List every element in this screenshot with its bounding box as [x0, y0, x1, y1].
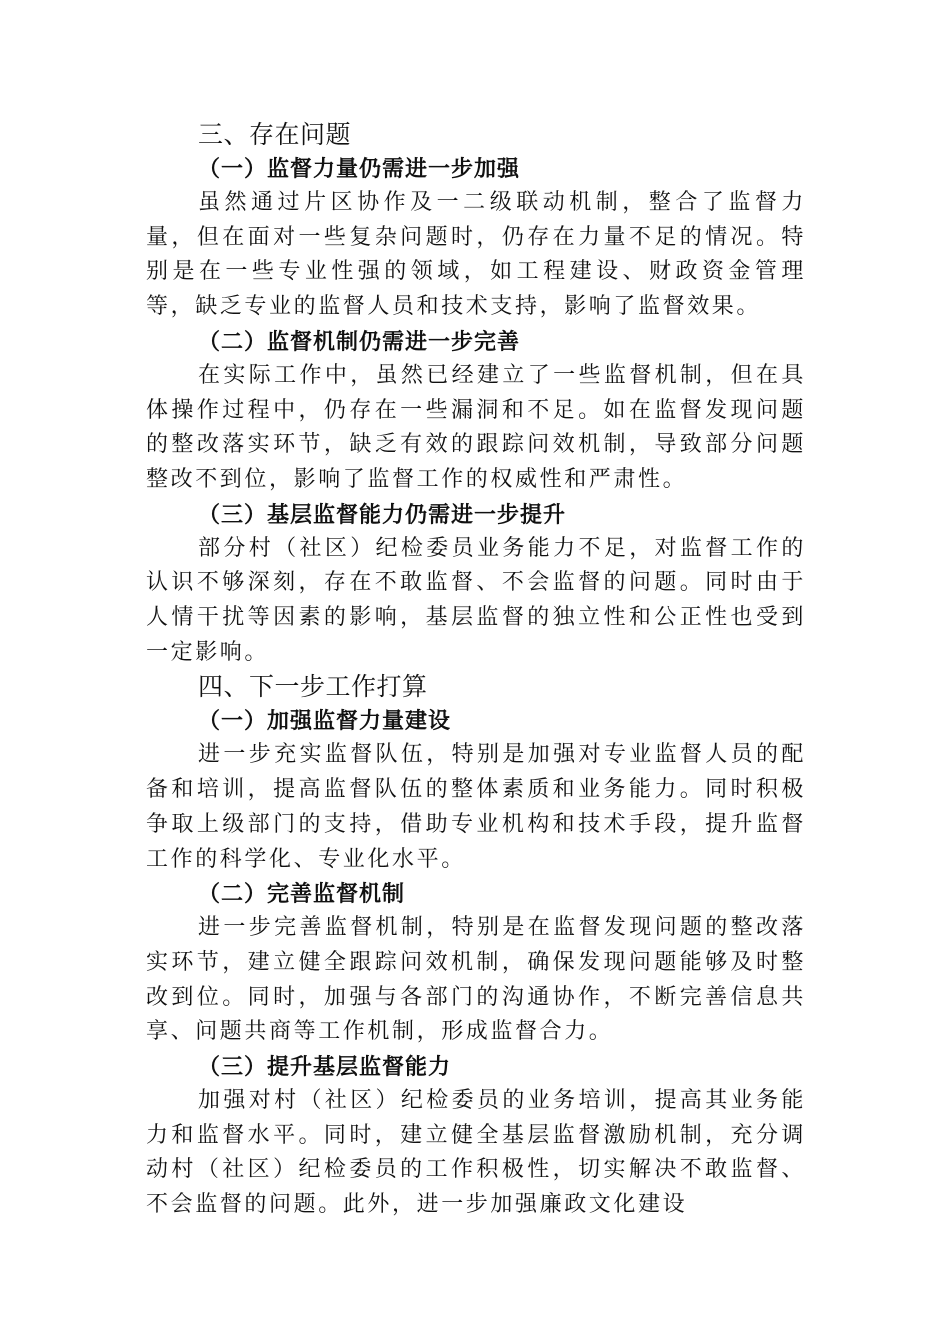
subsection-title: （二）监督机制仍需进一步完善 — [198, 328, 521, 355]
document-body — [146, 118, 806, 1223]
paragraph: 虽然通过片区协作及一二级联动机制，整合了监督力量，但在面对一些复杂问题时，仍存在力量不足的情况。特别是在一些专业性强的领域，如工程建设、财政资金管理等，缺乏专业的监督人员和技术支持，影响了监督效果。 — [146, 190, 806, 320]
paragraph: 加强对村（社区）纪检委员的业务培训，提高其业务能力和监督水平。同时，建立健全基层监督激励机制，充分调动村（社区）纪检委员的工作积极性，切实解决不敢监督、不会监督的问题。此外，进一步加强廉政文化建设 — [146, 1088, 806, 1218]
section-heading-problems: 三、存在问题 — [198, 120, 352, 149]
subsection-title: （一）监督力量仍需进一步加强 — [198, 156, 521, 182]
subsection-title: （二）完善监督机制 — [198, 881, 406, 908]
subsection-title: （三）提升基层监督能力 — [198, 1054, 452, 1081]
subsection-title: （三）基层监督能力仍需进一步提升 — [198, 501, 567, 528]
paragraph: 进一步充实监督队伍，特别是加强对专业监督人员的配备和培训，提高监督队伍的整体素质和业务能力。同时积极争取上级部门的支持，借助专业机构和技术手段，提升监督工作的科学化、专业化水平。 — [146, 742, 806, 872]
paragraph: 部分村（社区）纪检委员业务能力不足，对监督工作的认识不够深刻，存在不敢监督、不会监督的问题。同时由于人情干扰等因素的影响，基层监督的独立性和公正性也受到一定影响。 — [146, 535, 806, 665]
subsection-title: （一）加强监督力量建设 — [198, 708, 452, 735]
section-heading-next-steps: 四、下一步工作打算 — [198, 672, 428, 702]
paragraph: 进一步完善监督机制，特别是在监督发现问题的整改落实环节，建立健全跟踪问效机制，确保发现问题能够及时整改到位。同时，加强与各部门的沟通协作，不断完善信息共享、问题共商等工作机制，形成监督合力。 — [146, 915, 806, 1045]
paragraph: 在实际工作中，虽然已经建立了一些监督机制，但在具体操作过程中，仍存在一些漏洞和不足。如在监督发现问题的整改落实环节，缺乏有效的跟踪问效机制，导致部分问题整改不到位，影响了监督工作的权威性和严肃性。 — [146, 362, 806, 492]
